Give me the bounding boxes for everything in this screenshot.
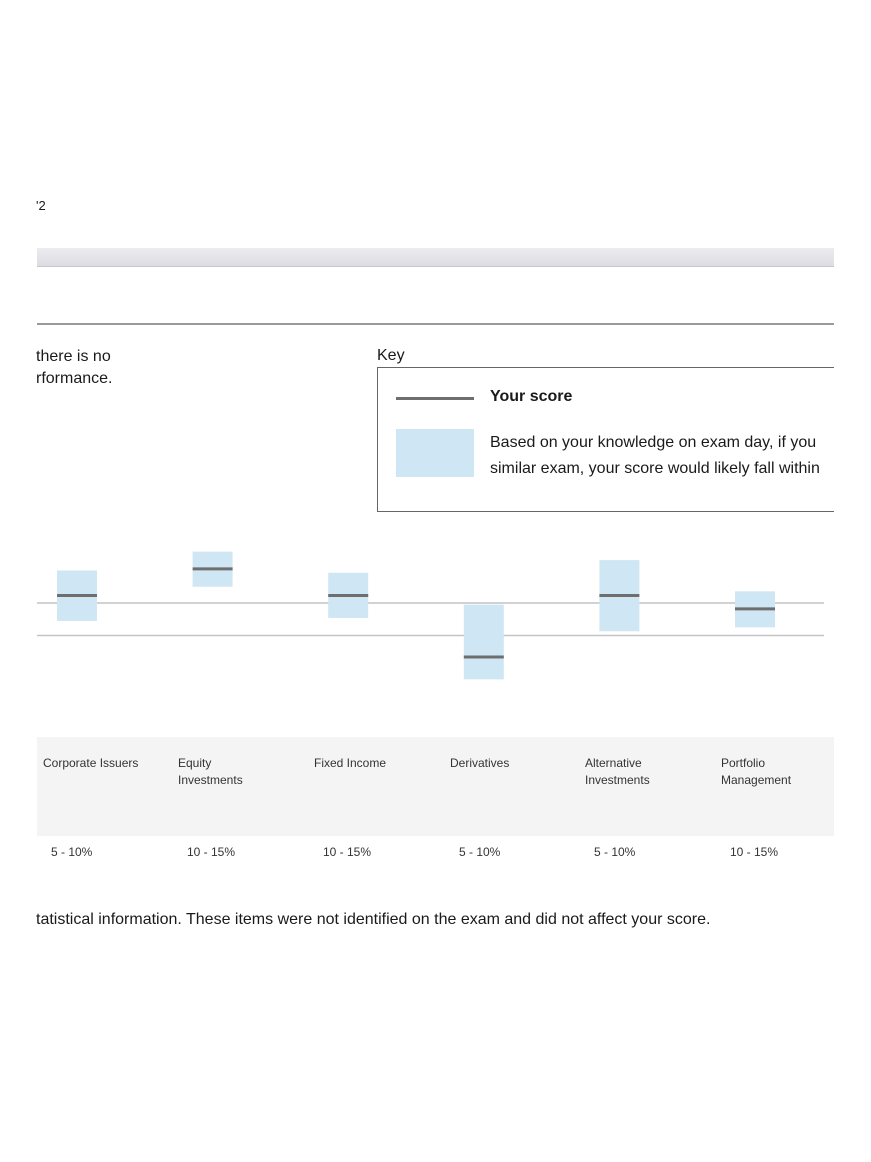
page-number: '2: [36, 198, 46, 213]
intro-text: there is no rformance.: [36, 348, 113, 387]
header-bar: [37, 248, 834, 267]
topic-weight: 5 - 10%: [594, 845, 636, 859]
topic-header: Fixed Income: [314, 756, 387, 770]
section-divider: [37, 323, 834, 325]
score-line-swatch: [396, 397, 474, 400]
topic-header: Alternative Investments: [585, 756, 650, 787]
score-range-box: [464, 605, 504, 680]
key-legend-box: [377, 367, 834, 512]
topic-header: Corporate Issuers: [43, 756, 139, 770]
topic-weight: 10 - 15%: [323, 845, 372, 859]
score-legend-label: Your score: [490, 388, 573, 405]
score-range-chart: [0, 530, 871, 700]
topic-weight: 10 - 15%: [187, 845, 236, 859]
topic-weight: 5 - 10%: [459, 845, 501, 859]
topic-header-row: [37, 737, 834, 836]
topic-header: Equity Investments: [178, 756, 243, 787]
topic-header: Portfolio Management: [721, 756, 792, 787]
footnote-text: tatistical information. These items were not identified on the exam and did not affect your score.: [36, 911, 711, 928]
range-swatch: [396, 429, 474, 477]
topic-header: Derivatives: [450, 756, 510, 770]
key-title: Key: [377, 347, 405, 364]
topic-weight: 10 - 15%: [730, 845, 779, 859]
range-legend-label: Based on your knowledge on exam day, if you similar exam, your score would likely fall within: [490, 434, 820, 477]
topic-weight: 5 - 10%: [51, 845, 93, 859]
